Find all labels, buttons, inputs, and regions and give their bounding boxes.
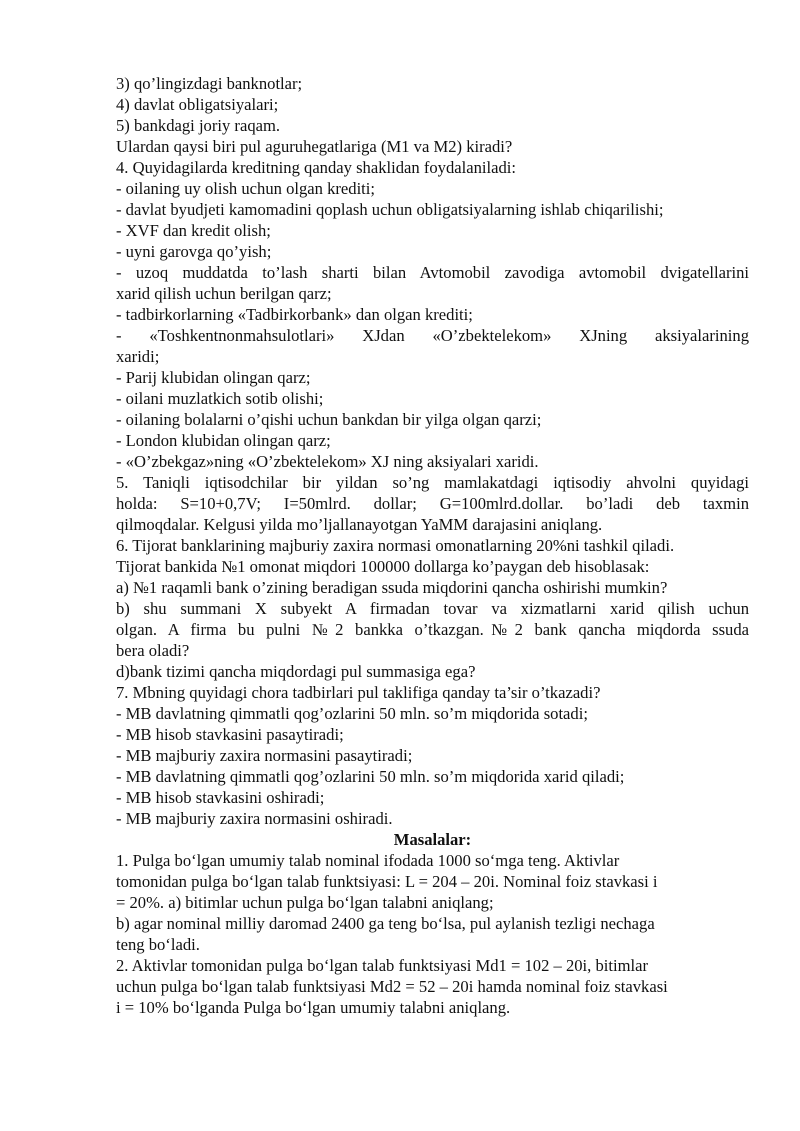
task-line: uchun pulga bo‘lgan talab funktsiyasi Md2 = 52 – 20i hamda nominal foiz stavkasi (116, 977, 668, 996)
task-line: b) agar nominal milliy daromad 2400 ga teng bo‘lsa, pul aylanish tezligi nechaga (116, 914, 655, 933)
list-item: - oilani muzlatkich sotib olishi; (116, 389, 324, 408)
text-line: a) №1 raqamli bank o’zining beradigan ssuda miqdorini qancha oshirishi mumkin? (116, 578, 668, 597)
text-line: d)bank tizimi qancha miqdordagi pul summasiga ega? (116, 662, 476, 681)
text-line: b) shu summani X subyekt A firmadan tovar va xizmatlarni xarid qilish uchun (116, 599, 749, 618)
section-heading: Masalalar: (393, 830, 472, 849)
list-item: - MB davlatning qimmatli qog’ozlarini 50 mln. so’m miqdorida sotadi; (116, 704, 588, 723)
list-item: - MB majburiy zaxira normasini oshiradi. (116, 809, 393, 828)
text-line: qilmoqdalar. Kelgusi yilda mo’ljallanayotgan YaMM darajasini aniqlang. (116, 515, 603, 534)
list-item: - uzoq muddatda to’lash sharti bilan Avtomobil zavodiga avtomobil dvigatellarini (116, 263, 749, 282)
text-line: olgan. A firma bu pulni №2 bankka o’tkazgan.№2 bank qancha miqdorda ssuda (116, 620, 749, 639)
task-line: 1. Pulga bo‘lgan umumiy talab nominal ifodada 1000 so‘mga teng. Aktivlar (116, 851, 620, 870)
text-line: Tijorat bankida №1 omonat miqdori 100000 dollarga ko’paygan deb hisoblasak: (116, 557, 650, 576)
list-item: - «Toshkentnonmahsulotlari» XJdan «O’zbektelekom» XJning aksiyalarining (116, 326, 749, 345)
list-item: - MB hisob stavkasini oshiradi; (116, 788, 325, 807)
text-line: 5) bankdagi joriy raqam. (116, 116, 281, 135)
question-4-title: 4. Quyidagilarda kreditning qanday shaklidan foydalaniladi: (116, 158, 516, 177)
list-item: - MB majburiy zaxira normasini pasaytiradi; (116, 746, 413, 765)
text-line: 3) qo’lingizdagi banknotlar; (116, 74, 303, 93)
question-7-title: 7. Mbning quyidagi chora tadbirlari pul taklifiga qanday ta’sir o’tkazadi? (116, 683, 601, 702)
text-line: holda: S=10+0,7V; I=50mlrd. dollar; G=100mlrd.dollar. bo’ladi deb taxmin (116, 494, 749, 513)
list-item: - London klubidan olingan qarz; (116, 431, 331, 450)
task-line: 2. Aktivlar tomonidan pulga bo‘lgan talab funktsiyasi Md1 = 102 – 20i, bitimlar (116, 956, 648, 975)
text-line: Ulardan qaysi biri pul aguruhegatlariga (M1 va M2) kiradi? (116, 137, 513, 156)
task-line: teng bo‘ladi. (116, 935, 200, 954)
list-item: - oilaning bolalarni o’qishi uchun bankdan bir yilga olgan qarzi; (116, 410, 542, 429)
text-line: 4) davlat obligatsiyalari; (116, 95, 279, 114)
list-item: - davlat byudjeti kamomadini qoplash uchun obligatsiyalarning ishlab chiqarilishi; (116, 200, 664, 219)
list-item: - Parij klubidan olingan qarz; (116, 368, 311, 387)
task-line: tomonidan pulga bo‘lgan talab funktsiyasi: L = 204 – 20i. Nominal foiz stavkasi i (116, 872, 658, 891)
question-6-title: 6. Tijorat banklarining majburiy zaxira normasi omonatlarning 20%ni tashkil qiladi. (116, 536, 675, 555)
text-line: xarid qilish uchun berilgan qarz; (116, 284, 332, 303)
text-line: xaridi; (116, 347, 160, 366)
list-item: - MB hisob stavkasini pasaytiradi; (116, 725, 344, 744)
list-item: - uyni garovga qo’yish; (116, 242, 272, 261)
list-item: - oilaning uy olish uchun olgan krediti; (116, 179, 376, 198)
list-item: - «O’zbekgaz»ning «O’zbektelekom» XJ ning aksiyalari xaridi. (116, 452, 539, 471)
document-page (116, 73, 749, 1018)
list-item: - MB davlatning qimmatli qog’ozlarini 50 mln. so’m miqdorida xarid qiladi; (116, 767, 625, 786)
text-line: bera oladi? (116, 641, 190, 660)
task-line: = 20%. a) bitimlar uchun pulga bo‘lgan talabni aniqlang; (116, 893, 494, 912)
task-line: i = 10% bo‘lganda Pulga bo‘lgan umumiy talabni aniqlang. (116, 998, 511, 1017)
list-item: - XVF dan kredit olish; (116, 221, 271, 240)
question-5-title: 5. Taniqli iqtisodchilar bir yildan so’ng mamlakatdagi iqtisodiy ahvolni quyidagi (116, 473, 749, 492)
tasks-section (116, 850, 726, 1018)
list-item: - tadbirkorlarning «Tadbirkorbank» dan olgan krediti; (116, 305, 473, 324)
